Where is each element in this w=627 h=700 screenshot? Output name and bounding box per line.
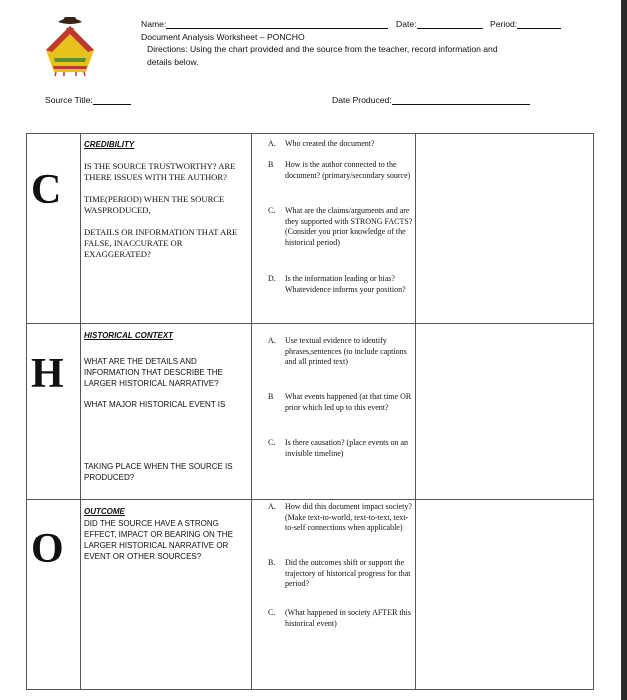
outcome-section [84, 506, 249, 562]
worksheet-title: Document Analysis Worksheet – PONCHO [141, 32, 305, 42]
poncho-icon [44, 14, 96, 76]
credibility-text-2: TIME(PERIOD) WHEN THE SOURCE WASPRODUCED, [84, 194, 225, 215]
letter-o: O [31, 526, 64, 572]
source-title-label: Source Title: [45, 95, 93, 105]
directions-line-1: Directions: Using the chart provided and the source from the teacher, record information and [147, 44, 498, 54]
date-produced-field[interactable] [332, 95, 530, 105]
name-field[interactable] [141, 19, 388, 29]
page-edge-shadow [621, 0, 627, 700]
outcome-title: OUTCOME [84, 507, 125, 516]
question-h-c[interactable]: C. Is there causation? (place events on an invisible timeline) [268, 438, 409, 458]
credibility-title: CREDIBILITY [84, 140, 135, 149]
question-o-b[interactable]: B. Did the outcomes shift or support the trajectory of historical progress for that period? [268, 558, 411, 589]
question-o-a[interactable]: A. How did this document impact society?(Make text-to-world, text-to-text, text-to-self connections when applicable) [268, 502, 412, 533]
historical-context-section [84, 330, 249, 410]
question-c-d[interactable]: D. Is the information leading or bias? Whatevidence informs your position? [268, 274, 406, 294]
credibility-text-3: DETAILS OR INFORMATION THAT ARE FALSE, INACCURATE OR EXAGGERATED? [84, 227, 238, 259]
letter-h: H [31, 351, 64, 397]
poncho-chart [26, 133, 594, 690]
period-label: Period: [490, 19, 518, 29]
historical-context-title: HISTORICAL CONTEXT [84, 331, 174, 340]
historical-context-text-2: WHAT MAJOR HISTORICAL EVENT IS [84, 400, 226, 409]
historical-context-text-3: TAKING PLACE WHEN THE SOURCE IS PRODUCED? [84, 462, 233, 482]
date-produced-label: Date Produced: [332, 95, 392, 105]
date-field[interactable] [396, 19, 483, 29]
name-label: Name: [141, 19, 167, 29]
question-o-c[interactable]: C. (What happened in society AFTER this historical event) [268, 608, 411, 628]
credibility-text-1: IS THE SOURCE TRUSTWORTHY? ARE THERE ISSUES WITH THE AUTHOR? [84, 161, 236, 182]
directions-line-2: details below. [147, 57, 199, 67]
question-c-c[interactable]: C. What are the claims/arguments and are they supported with STRONG FACTS?(Consider you prior knowledge of the historical period) [268, 206, 413, 247]
source-title-field[interactable] [45, 95, 131, 105]
question-c-a[interactable]: A. Who created the document? [268, 139, 375, 148]
credibility-section [84, 139, 249, 260]
date-label: Date: [396, 19, 417, 29]
period-field[interactable] [490, 19, 561, 29]
question-h-a[interactable]: A. Use textual evidence to identify phrases,sentences (to include captions and all printed text) [268, 336, 407, 367]
historical-context-text-1: WHAT ARE THE DETAILS AND INFORMATION THAT DESCRIBE THE LARGER HISTORICAL NARRATIVE? [84, 357, 223, 388]
question-h-b[interactable]: B What events happened (at that time OR prior which led up to this event? [268, 392, 412, 412]
question-c-b[interactable]: B How is the author connected to the document? (primary/secondary source) [268, 160, 411, 180]
outcome-text: DID THE SOURCE HAVE A STRONG EFFECT, IMPACT OR BEARING ON THE LARGER HISTORICAL NARRATIVE OR EVENT OR OTHER SOURCES? [84, 519, 233, 561]
letter-c: C [31, 167, 62, 213]
